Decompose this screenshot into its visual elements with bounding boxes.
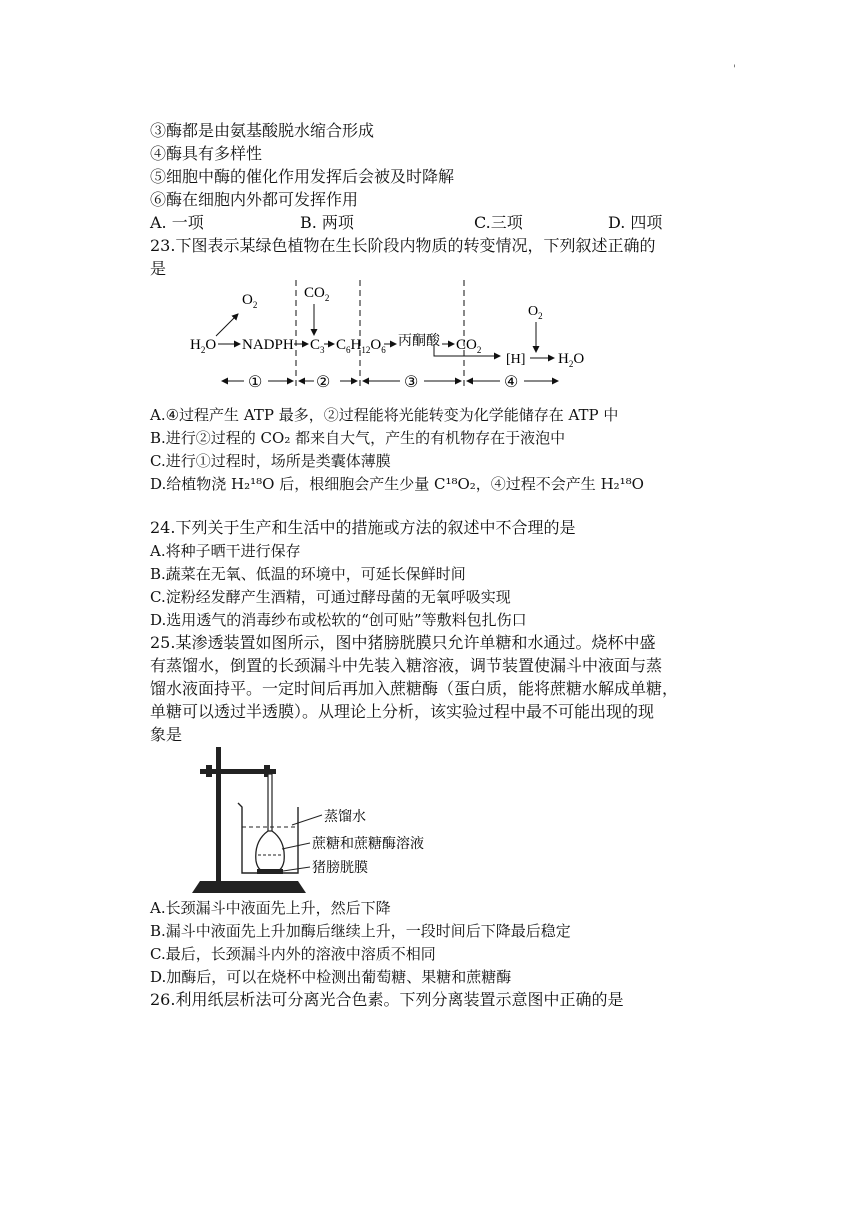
co2-top-label: $CO_2$ [304,285,330,303]
o2-top-label: $O_2$ [242,292,258,310]
funnel-bulb [256,831,285,873]
label-bladder-membrane: 猪膀胱膜 [312,861,368,876]
q23-stem-cont: 是 [150,259,167,278]
q22-option-a: A. 一项 [150,213,204,232]
q25-option-b: B.漏斗中液面先上升加酶后继续上升，一段时间后下降最后稳定 [150,922,571,940]
q24-option-c: C.淀粉经发酵产生酒精，可通过酵母菌的无氧呼吸实现 [150,588,511,606]
q25-option-a: A.长颈漏斗中液面先上升，然后下降 [150,899,391,917]
c3-label: $C_3$ [310,337,325,355]
statement-4: ④酶具有多样性 [150,144,263,163]
q25-stem-4: 单糖可以透过半透膜）。从理论上分析，该实验过程中最不可能出现的现 [150,702,655,721]
stand-base [192,881,306,893]
statement-6: ⑥酶在细胞内外都可发挥作用 [150,190,359,209]
q24-option-a: A.将种子晒干进行保存 [150,542,301,560]
stage-2: ② [316,374,331,391]
q24-stem: 24.下列关于生产和生活中的措施或方法的叙述中不合理的是 [150,518,576,537]
q25-option-d: D.加酶后，可以在烧杯中检测出葡萄糖、果糖和蔗糖酶 [150,968,512,986]
q25-stem-1: 25.某渗透装置如图所示，图中猪膀胱膜只允许单糖和水通过。烧杯中盛 [150,633,656,652]
metabolism-diagram [0,278,860,398]
stage-3: ③ [404,374,419,391]
stage-1: ① [248,374,263,391]
funnel-tube [268,774,272,832]
h2o-label: $H_2O$ [190,337,217,355]
pyruvate-label: 丙酮酸 [398,334,440,349]
h2o-right-label: $H_2O$ [558,351,585,369]
stage-4: ④ [504,374,519,391]
q23-stem: 23.下图表示某绿色植物在生长阶段内物质的转变情况，下列叙述正确的 [150,236,656,255]
label-sucrose-solution: 蔗糖和蔗糖酶溶液 [312,837,424,852]
q25-stem-5: 象是 [150,725,183,744]
label-distilled-water: 蒸馏水 [324,810,366,825]
q23-option-c: C.进行①过程时，场所是类囊体薄膜 [150,452,391,470]
statement-5: ⑤细胞中酶的催化作用发挥后会被及时降解 [150,167,455,186]
q24-option-b: B.蔬菜在无氧、低温的环境中，可延长保鲜时间 [150,565,466,583]
stand-rod [216,747,221,881]
q23-option-a: A.④过程产生 ATP 最多，②过程能将光能转变为化学能储存在 ATP 中 [150,406,619,424]
co2-right-label: $CO_2$ [456,337,482,355]
q22-option-c: C.三项 [474,213,523,232]
h-label: [H] [506,352,526,367]
statement-3: ③酶都是由氨基酸脱水缩合形成 [150,121,375,140]
q22-option-b: B. 两项 [300,213,354,232]
o2-right-label: $O_2$ [528,304,543,321]
nadph-label: NADPH [242,337,294,353]
q23-option-b: B.进行②过程的 CO₂ 都来自大气，产生的有机物存在于液泡中 [150,429,566,447]
q22-option-d: D. 四项 [608,213,663,232]
c6h12o6-label: $C_6H_{12}O_6$ [336,337,386,355]
q23-option-d: D.给植物浇 H₂¹⁸O 后，根细胞会产生少量 C¹⁸O₂，④过程不会产生 H₂¹⁸O [150,475,644,493]
osmosis-apparatus [0,745,860,895]
membrane [257,869,283,874]
corner-mark: ' [733,64,736,75]
q24-option-d: D.选用透气的消毒纱布或松软的“创可贴”等敷料包扎伤口 [150,611,527,629]
q25-stem-2: 有蒸馏水，倒置的长颈漏斗中先装入糖溶液，调节装置使漏斗中液面与蒸 [150,656,663,675]
q26-stem: 26.利用纸层析法可分离光合色素。下列分离装置示意图中正确的是 [150,990,624,1009]
q25-stem-3: 馏水液面持平。一定时间后再加入蔗糖酶（蛋白质，能将蔗糖水解成单糖， [150,679,679,698]
q25-option-c: C.最后，长颈漏斗内外的溶液中溶质不相同 [150,945,436,963]
